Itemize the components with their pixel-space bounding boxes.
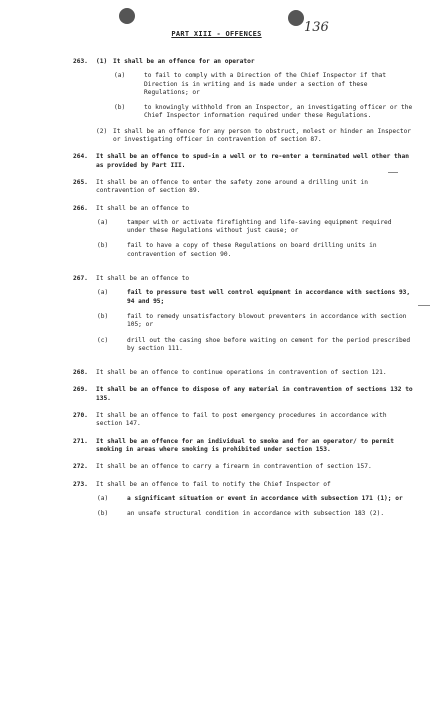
clause-label: (b) <box>114 104 126 112</box>
clause-text: to fail to comply with a Direction of the Chief Inspector if that Direction is in writing and is made under a section of these Regulations; or <box>144 72 387 96</box>
clause-text: fail to remedy unsatisfactory blowout preventers in accordance with section 105; or <box>127 312 407 329</box>
section-text: It shall be an offence to fail to notify the Chief Inspector of <box>96 480 331 488</box>
section-270 <box>73 412 413 429</box>
page-header <box>0 30 433 38</box>
clause-a <box>96 289 413 306</box>
clause-b <box>96 242 413 259</box>
section-number: 264. <box>73 153 88 161</box>
handwritten-page-number: 136 <box>304 20 329 35</box>
paragraph-text: It shall be an offence for an operator <box>113 58 255 65</box>
section-text: It shall be an offence to <box>96 275 190 283</box>
section-text: It shall be an offence to <box>96 204 190 212</box>
section-267 <box>73 275 413 360</box>
clause-label: (a) <box>97 289 109 297</box>
paragraph-number: (1) <box>96 58 108 65</box>
clause-text: tamper with or activate firefighting and life-saving equipment required under these Regulations without just cause; or <box>127 218 392 235</box>
section-text: It shall be an offence to dispose of any material in contravention of sections 132 to 135. <box>96 386 413 402</box>
paragraph-text: It shall be an offence for any person to obstruct, molest or hinder an Inspector or investigating officer in contravention of section 87. <box>113 127 412 144</box>
section-265 <box>73 179 413 196</box>
section-268 <box>73 369 413 377</box>
clause-b <box>96 313 413 330</box>
clause-a <box>96 495 413 503</box>
clause-a <box>96 219 413 236</box>
punch-hole-left <box>119 8 135 24</box>
section-number: 268. <box>73 369 88 377</box>
section-271 <box>73 438 413 455</box>
section-272 <box>73 463 413 471</box>
paragraph-2 <box>96 128 413 145</box>
section-number: 269. <box>73 386 88 394</box>
section-266 <box>73 205 413 266</box>
clause-text: an unsafe structural condition in accordance with subsection 183 (2). <box>127 510 385 518</box>
clause-label: (a) <box>97 494 109 502</box>
section-number: 270. <box>73 412 88 420</box>
clause-b <box>96 510 413 518</box>
clause-b <box>113 104 413 121</box>
clause-label: (b) <box>97 510 109 518</box>
section-text: It shall be an offence for an individual to smoke and for an operator/ to permit smoking in areas where smoking is prohibited under section 153. <box>96 437 395 453</box>
section-263 <box>73 58 413 144</box>
section-text: It shall be an offence to spud-in a well or to re-enter a terminated well other than as provided by Part III. <box>96 153 409 169</box>
clause-text: fail to have a copy of these Regulations on board drilling units in contravention of section 90. <box>127 242 377 258</box>
section-269 <box>73 386 413 403</box>
section-number: 265. <box>73 178 88 186</box>
section-number: 267. <box>73 275 88 283</box>
clause-c <box>96 337 413 354</box>
section-273 <box>73 481 413 526</box>
section-number: 272. <box>73 463 88 471</box>
section-264 <box>73 153 413 170</box>
clause-a <box>113 72 413 97</box>
section-number: 263. <box>73 58 88 65</box>
section-text: It shall be an offence to fail to post emergency procedures in accordance with section 147. <box>96 412 387 428</box>
paragraph-number: (2) <box>96 127 108 135</box>
clause-label: (a) <box>97 218 109 226</box>
section-text: It shall be an offence to carry a firearm in contravention of section 157. <box>96 463 372 471</box>
margin-mark <box>418 305 430 306</box>
clause-text: drill out the casing shoe before waiting on cement for the period prescribed by section 111. <box>127 336 411 352</box>
section-text: It shall be an offence to enter the safety zone around a drilling unit in contravention of section 89. <box>96 178 368 195</box>
clause-label: (b) <box>97 312 109 320</box>
clause-label: (a) <box>114 72 126 80</box>
section-text: It shall be an offence to continue operations in contravention of section 121. <box>96 369 387 377</box>
punch-hole-right <box>288 10 304 26</box>
paragraph-1 <box>96 58 413 66</box>
page-title: PART XIII - OFFENCES <box>171 30 262 38</box>
section-number: 273. <box>73 480 88 488</box>
clause-text: fail to pressure test well control equipment in accordance with sections 93, 94 and 95; <box>127 289 411 305</box>
clause-text: a significant situation or event in accordance with subsection 171 (1); or <box>127 494 403 502</box>
clause-label: (c) <box>97 336 109 344</box>
clause-text: to knowingly withhold from an Inspector, an investigating officer or the Chief Inspector information required under these Regulations. <box>144 104 413 120</box>
section-number: 271. <box>73 437 88 445</box>
section-number: 266. <box>73 204 88 212</box>
clause-label: (b) <box>97 242 109 250</box>
document-body <box>73 58 413 531</box>
